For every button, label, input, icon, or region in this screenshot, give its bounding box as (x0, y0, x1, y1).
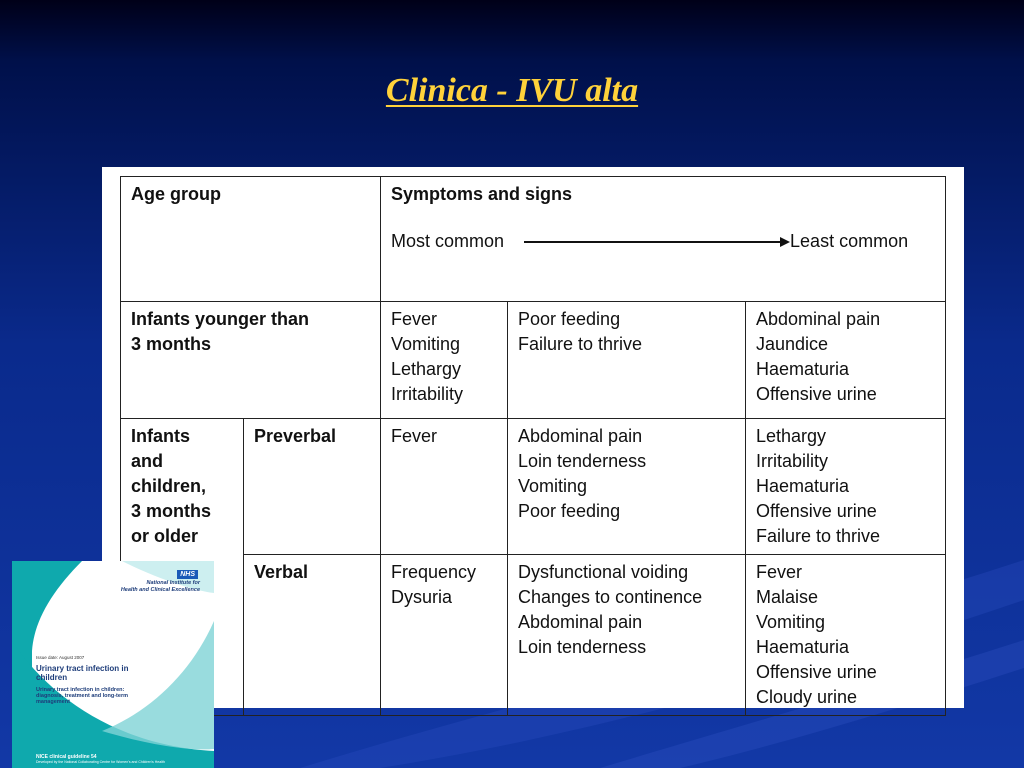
symptom-item: Poor feeding (518, 501, 621, 521)
frequency-scale (391, 229, 935, 254)
mid-common-cell (508, 555, 746, 716)
subgroup-preverbal: Preverbal (244, 419, 381, 555)
symptom-item: Cloudy urine (756, 687, 858, 707)
table-row (121, 302, 946, 419)
symptoms-table (120, 176, 946, 716)
symptom-item: Irritability (756, 451, 829, 471)
cover-title-line: children (36, 672, 68, 682)
nice-org-name (80, 580, 200, 593)
symptoms-header: Symptoms and signs (391, 184, 573, 204)
symptom-item: Haematuria (756, 476, 850, 496)
symptom-item: Lethargy (756, 426, 827, 446)
symptom-item: Frequency (391, 562, 477, 582)
least-common-cell (746, 302, 946, 419)
cover-guideline-number: NICE clinical guideline 54 (36, 754, 97, 760)
symptom-item: Fever (391, 309, 438, 329)
symptom-item: Irritability (391, 384, 464, 404)
scale-end-label: Least common (790, 231, 909, 251)
age-group-line: Infants (131, 426, 191, 446)
symptom-item: Loin tenderness (518, 637, 647, 657)
symptom-item: Haematuria (756, 637, 850, 657)
symptom-item: Abdominal pain (518, 612, 643, 632)
least-common-cell (746, 419, 946, 555)
symptom-item: Abdominal pain (518, 426, 643, 446)
scale-start-label: Most common (391, 231, 505, 251)
cover-issue-date: Issue date: August 2007 (36, 655, 85, 660)
symptom-item: Poor feeding (518, 309, 621, 329)
nhs-logo: NHS (177, 570, 198, 579)
symptom-item: Vomiting (756, 612, 826, 632)
symptom-item: Dysfunctional voiding (518, 562, 689, 582)
symptom-item: Fever (391, 426, 438, 446)
age-group-line: Infants younger than (131, 309, 310, 329)
symptom-item: Loin tenderness (518, 451, 647, 471)
table-header-row (121, 177, 946, 302)
cover-subtitle (36, 687, 166, 705)
cover-developed-by: Developed by the National Collaborating Centre for Women's and Children's Health (36, 760, 165, 764)
mid-common-cell (508, 302, 746, 419)
most-common-cell (381, 555, 508, 716)
most-common-cell (381, 302, 508, 419)
symptom-item: Malaise (756, 587, 819, 607)
symptom-item: Jaundice (756, 334, 829, 354)
cover-subtitle-line: diagnosis, treatment and long-term (36, 693, 128, 699)
symptom-item: Offensive urine (756, 384, 877, 404)
nice-guideline-cover (12, 561, 214, 768)
symptoms-header-cell (381, 177, 946, 302)
symptoms-table-card (102, 167, 964, 708)
symptom-item: Offensive urine (756, 662, 877, 682)
age-group-line: 3 months (131, 501, 212, 521)
symptom-item: Lethargy (391, 359, 462, 379)
cover-subtitle-line: management (36, 699, 70, 705)
age-group-header: Age group (121, 177, 381, 302)
symptom-item: Failure to thrive (756, 526, 881, 546)
org-line: Health and Clinical Excellence (120, 586, 200, 593)
symptom-item: Fever (756, 562, 803, 582)
age-group-line: or older (131, 526, 199, 546)
subgroup-verbal: Verbal (244, 555, 381, 716)
least-common-cell (746, 555, 946, 716)
symptom-item: Offensive urine (756, 501, 877, 521)
table-row (121, 419, 946, 555)
cover-title-line: Urinary tract infection in (36, 664, 129, 673)
table-row (121, 555, 946, 716)
right-arrow-icon (524, 235, 790, 249)
symptom-item: Failure to thrive (518, 334, 643, 354)
age-group-cell (121, 302, 381, 419)
symptom-item: Vomiting (391, 334, 461, 354)
symptom-item: Dysuria (391, 587, 453, 607)
symptom-item: Vomiting (518, 476, 588, 496)
org-line: National Institute for (146, 580, 200, 586)
mid-common-cell (508, 419, 746, 555)
symptom-item: Changes to continence (518, 587, 703, 607)
age-group-line: 3 months (131, 334, 212, 354)
symptom-item: Haematuria (756, 359, 850, 379)
cover-subtitle-line: Urinary tract infection in children: (36, 687, 125, 693)
symptom-item: Abdominal pain (756, 309, 881, 329)
age-group-line: children, (131, 476, 207, 496)
cover-title (36, 665, 166, 682)
most-common-cell (381, 419, 508, 555)
slide-title: Clinica - IVU alta (385, 72, 639, 109)
age-group-line: and (131, 451, 164, 471)
